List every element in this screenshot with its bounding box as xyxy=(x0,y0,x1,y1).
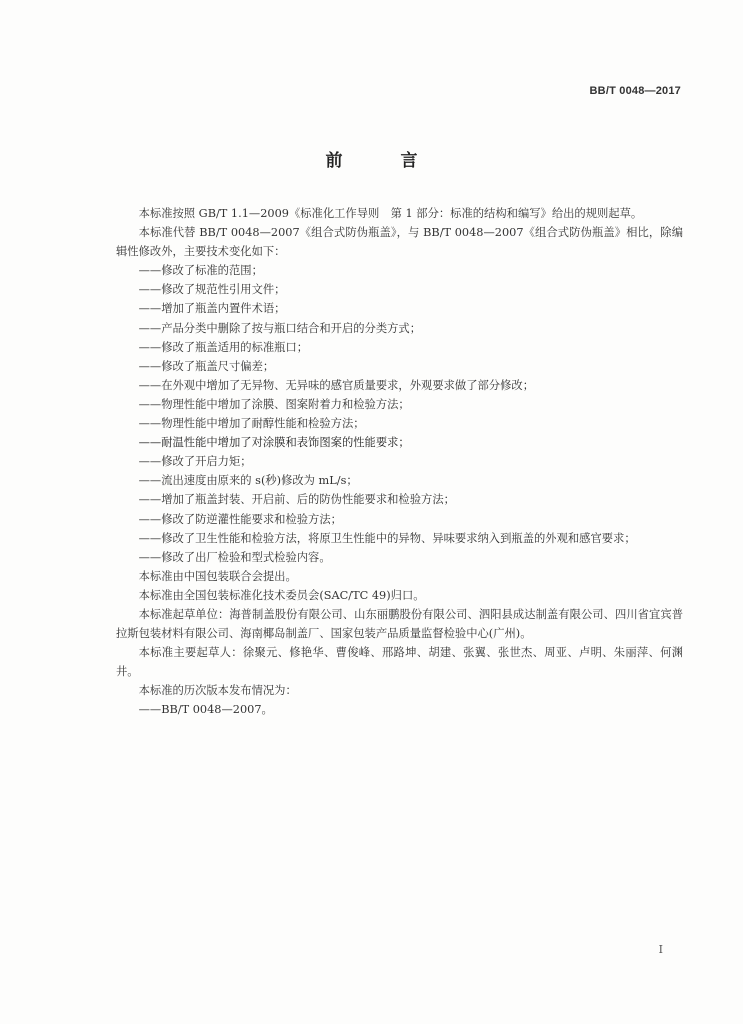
change-item: ——物理性能中增加了涂膜、图案附着力和检验方法； xyxy=(138,397,410,411)
change-item: ——修改了开启力矩； xyxy=(138,455,252,469)
change-item: ——修改了瓶盖尺寸偏差； xyxy=(138,359,275,373)
change-item: ——流出速度由原来的 s(秒)修改为 mL/s； xyxy=(138,474,358,488)
change-item: ——增加了瓶盖封装、开启前、后的防伪性能要求和检验方法； xyxy=(138,493,455,507)
change-item: ——修改了防逆灌性能要求和检验方法； xyxy=(138,512,342,526)
change-item: ——修改了标准的范围； xyxy=(138,264,263,278)
paragraph-version-history: 本标准的历次版本发布情况为： xyxy=(138,684,297,698)
paragraph-proposer: 本标准由中国包装联合会提出。 xyxy=(138,569,297,583)
paragraph-technical-committee: 本标准由全国包装标准化技术委员会(SAC/TC 49)归口。 xyxy=(138,588,425,602)
paragraph-drafters: 本标准主要起草人：徐聚元、修艳华、曹俊峰、邢路坤、胡建、张翼、张世杰、周亚、卢明、朱丽萍、何渊井。 xyxy=(116,646,683,679)
change-item: ——物理性能中增加了耐醇性能和检验方法； xyxy=(138,417,365,431)
page-title: 前 言 xyxy=(325,151,444,171)
page-number: I xyxy=(658,943,663,956)
change-item: ——修改了瓶盖适用的标准瓶口； xyxy=(138,340,309,354)
document-body xyxy=(116,204,683,720)
change-item: ——耐温性能中增加了对涂膜和表饰图案的性能要求； xyxy=(138,436,410,450)
paragraph-drafting-rules: 本标准按照 GB/T 1.1—2009《标准化工作导则 第 1 部分：标准的结构和编写》给出的规则起草。 xyxy=(138,207,643,220)
changes-list xyxy=(116,261,683,567)
change-item: ——在外观中增加了无异物、无异味的感官质量要求，外观要求做了部分修改； xyxy=(138,378,534,392)
change-item: ——增加了瓶盖内置件术语； xyxy=(138,302,286,316)
change-item: ——修改了规范性引用文件； xyxy=(138,283,286,297)
paragraph-drafting-units: 本标准起草单位：海普制盖股份有限公司、山东丽鹏股份有限公司、泗阳县成达制盖有限公司、四川省宜宾普拉斯包装材料有限公司、海南椰岛制盖厂、国家包装产品质量监督检验中心(广州)。 xyxy=(116,607,683,641)
standard-code: BB/T 0048—2017 xyxy=(589,85,681,97)
version-history-item: ——BB/T 0048—2007。 xyxy=(138,703,273,717)
change-item: ——修改了卫生性能和检验方法，将原卫生性能中的异物、异味要求纳入到瓶盖的外观和感官要求； xyxy=(138,531,636,545)
change-item: ——修改了出厂检验和型式检验内容。 xyxy=(138,550,331,564)
paragraph-replacement: 本标准代替 BB/T 0048—2007《组合式防伪瓶盖》，与 BB/T 0048—2007《组合式防伪瓶盖》相比，除编辑性修改外，主要技术变化如下： xyxy=(116,226,683,259)
change-item: ——产品分类中删除了按与瓶口结合和开启的分类方式； xyxy=(138,321,422,335)
